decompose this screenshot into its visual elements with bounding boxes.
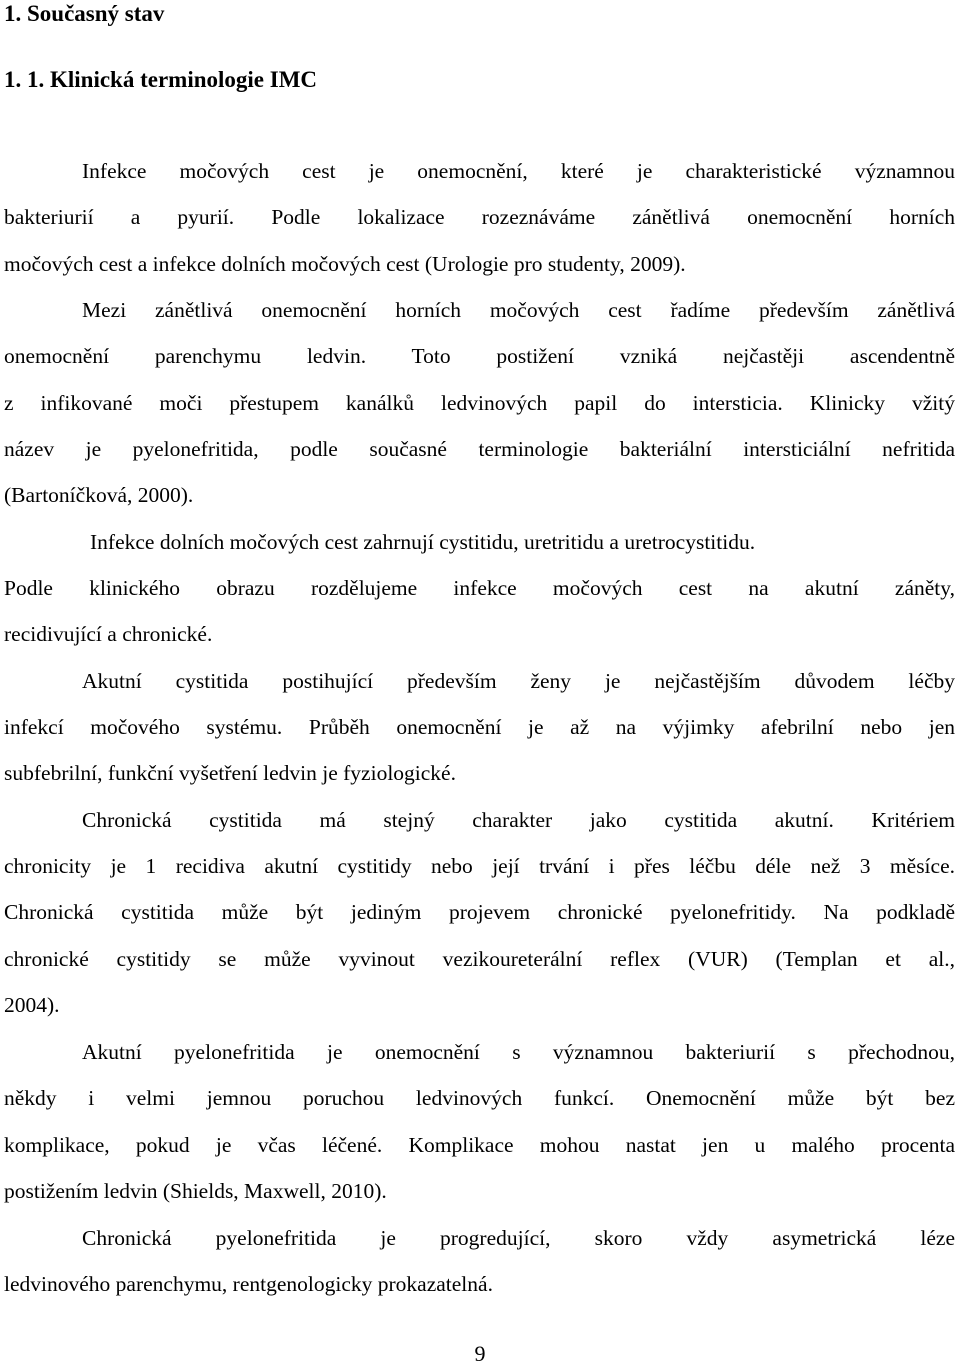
text-line: Infekce dolních močových cest zahrnují cystitidu, uretritidu a uretrocystitidu. [90,530,756,554]
text-line: Chronická cystitida má stejný charakter jako cystitida akutní. Kritériem [82,808,955,832]
text-line: ledvinového parenchymu, rentgenologicky prokazatelná. [4,1272,493,1296]
text-line: subfebrilní, funkční vyšetření ledvin je fyziologické. [4,761,456,785]
text-line: z infikované moči přestupem kanálků ledvinových papil do intersticia. Klinicky vžitý [4,391,955,415]
text-line: Akutní cystitida postihující především ženy je nejčastějším důvodem léčby [82,669,955,693]
text-line: bakteriurií a pyurií. Podle lokalizace rozeznáváme zánětlivá onemocnění horních [4,205,955,229]
text-line: 2004). [4,993,60,1017]
text-line: onemocnění parenchymu ledvin. Toto postižení vzniká nejčastěji ascendentně [4,344,955,368]
text-line: Mezi zánětlivá onemocnění horních močových cest řadíme především zánětlivá [82,298,955,322]
text-line: chronicity je 1 recidiva akutní cystitidy nebo její trvání i přes léčbu déle než 3 měsíce. [4,854,955,878]
text-line: někdy i velmi jemnou poruchou ledvinových funkcí. Onemocnění může být bez [4,1086,955,1110]
text-line: močových cest a infekce dolních močových cest (Urologie pro studenty, 2009). [4,252,686,276]
chapter-heading: 1. Současný stav [4,1,165,26]
text-line: Chronická cystitida může být jediným projevem chronické pyelonefritidy. Na podkladě [4,900,955,924]
text-line: název je pyelonefritida, podle současné terminologie bakteriální intersticiální nefritida [4,437,955,461]
text-line: recidivující a chronické. [4,622,213,646]
text-line: Infekce močových cest je onemocnění, které je charakteristické významnou [82,159,955,183]
text-line: postižením ledvin (Shields, Maxwell, 2010). [4,1179,387,1203]
text-line: Podle klinického obrazu rozdělujeme infekce močových cest na akutní záněty, [4,576,955,600]
section-heading: 1. 1. Klinická terminologie IMC [4,67,318,92]
text-line: Akutní pyelonefritida je onemocnění s významnou bakteriurií s přechodnou, [82,1040,955,1064]
page-number: 9 [474,1341,486,1366]
text-line: komplikace, pokud je včas léčené. Komplikace mohou nastat jen u malého procenta [4,1133,955,1157]
text-line: Chronická pyelonefritida je progredující, skoro vždy asymetrická léze [82,1226,955,1250]
text-line: chronické cystitidy se může vyvinout vezikoureterální reflex (VUR) (Templan et al., [4,947,955,971]
text-line: (Bartoníčková, 2000). [4,483,194,507]
text-line: infekcí močového systému. Průběh onemocnění je až na výjimky afebrilní nebo jen [4,715,955,739]
